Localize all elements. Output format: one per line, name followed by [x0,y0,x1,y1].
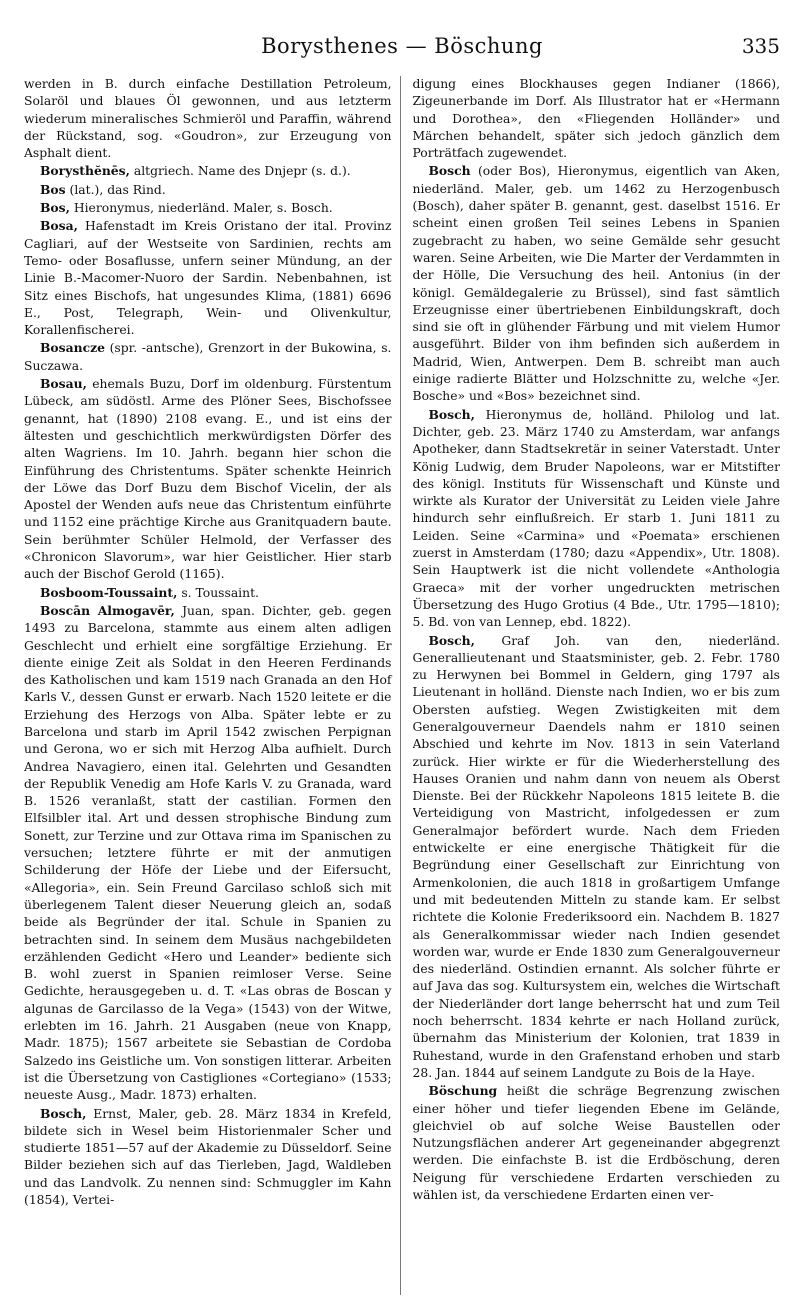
dictionary-entry [24,375,392,584]
dictionary-entry [24,199,392,217]
entry-text: Hieronymus, niederländ. Maler, s. Bosch. [69,201,333,216]
entry-text: heißt die schräge Begrenzung zwischen einer höher und tiefer liegenden Ebene im Gelände, gleichviel ob auf solche Weise Baustellen oder Nutzungsflächen anderer Art gegeneinander abgegrenzt werden. Die einfachste B. ist die Erdböschung, deren Neigung für verschiedene Erdarten verschieden zu wählen ist, da verschiedene Erdarten einen ver- [412,1084,780,1202]
dictionary-entry [413,162,781,405]
entry-text: Hieronymus de, holländ. Philolog und lat. Dichter, geb. 23. März 1740 zu Amsterdam, war anfangs Apotheker, dann Stadtsekretär in seiner Vaterstadt. Unter König Ludwig, dem Bruder Napoleons, war er Mitstifter des königl. Instituts für Wissenschaft und Künste und wirkte als Kurator der Universität zu Leiden viele Jahre hindurch sehr einflußreich. Er starb 1. Juni 1811 zu Leiden. Seine «Carmina» und «Poemata» erschienen zuerst in Amsterdam (1780; dazu «Appendix», Utr. 1808). Sein Hauptwerk ist die nicht vollendete «Anthologia Graeca» mit der vorher ungedruckten metrischen Übersetzung des Hugo Grotius (4 Bde., Utr. 1795—1810); 5. Bd. von van Lennep, ebd. 1822). [412,407,780,630]
dictionary-entry [24,162,392,180]
entry-lemma: Bosch, [40,1105,87,1121]
dictionary-entry [24,339,392,375]
dictionary-entry [24,1105,392,1210]
entry-text: (lat.), das Rind. [65,182,166,197]
entry-text: (oder Bos), Hieronymus, eigentlich van Aken, niederländ. Maler, geb. um 1462 zu Herzogenbusch (Bosch), daher später B. genannt, gest. daselbst 1516. Er scheint einen großen Teil seines Lebens in Spanien zugebracht zu haben, wo seine Gemälde sehr gesucht waren. Seine Arbeiten, wie Die Marter der Verdammten in der Hölle, Die Versuchung des heil. Antonius (in der königl. Gemäldegalerie zu Brüssel), sind fast sämtlich Erzeugnisse einer übertriebenen Einbildungskraft, doch sind sie oft in glühender Färbung und mit vielem Humor ausgeführt. Bilder von ihm befinden sich außerdem in Madrid, Wien, Antwerpen. Dem B. schreibt man auch einige radierte Blätter und Holzschnitte zu, welche «Jer. Bosche» und «Bos» bezeichnet sind. [412,164,780,404]
entry-lemma: Bosa, [40,218,78,234]
dictionary-entry [413,632,781,1083]
entry-lemma: Bosau, [40,376,87,392]
entry-lemma: Bosch, [428,406,475,422]
dictionary-entry [413,406,781,632]
page-header [24,34,780,64]
entry-lemma: Bosch [428,163,471,179]
entry-lemma: Bos [40,181,66,197]
dictionary-entry [24,584,392,602]
entry-lemma: Bosboom-Toussaint, [40,584,178,600]
entry-text: werden in B. durch einfache Destillation Petroleum, Solaröl und blaues Öl gewonnen, und aus letzterm wiederum mineralisches Schmieröl und Paraffin, während der Rückstand, sog. «Goudron», zur Erzeugung von Asphalt dient. [24,77,392,161]
entry-lemma: Borysthĕnēs, [40,163,130,179]
entry-text: Graf Joh. van den, niederländ. Generallieutenant und Staatsminister, geb. 2. Febr. 1780 zu Herwynen bei Bommel in Geldern, ging 1797 als Lieutenant in holländ. Dienste nach Indien, wo er bis zum Obersten aufstieg. Wegen Zwistigkeiten mit dem Generalgouverneur Daendels nahm er 1810 seinen Abschied und kehrte im Nov. 1813 in sein Vaterland zurück. Hier wirkte er für die Wiederherstellung des Hauses Oranien und nahm dann von neuem als Oberst Dienste. Bei der Rückkehr Napoleons 1815 leitete B. die Verteidigung von Mastricht, infolgedessen er zum Generalmajor befördert wurde. Nach dem Frieden entwickelte er eine energische Thätigkeit für die Begründung einer Gesellschaft zur Einrichtung von Armenkolonien, die auch 1818 in großartigem Umfange und mit bedeutenden Mitteln zu stande kam. Er selbst richtete die Kolonie Frederiksoord ein. Nachdem B. 1827 als Generalkommissar wieder nach Indien gesendet worden war, wurde er Ende 1830 zum Generalgouverneur des niederländ. Ostindien ernannt. Als solcher führte er auf Java das sog. Kultursystem ein, welches die Wirtschaft der Niederländer dort lange beherrscht hat und zum Teil noch beherrscht. 1834 kehrte er nach Holland zurück, übernahm das Ministerium der Kolonien, trat 1839 in Ruhestand, wurde in den Grafenstand erhoben und starb 28. Jan. 1844 auf seinem Landgute zu Bois de la Haye. [412,633,780,1080]
dictionary-entry [413,1082,781,1204]
entry-text: Hafenstadt im Kreis Oristano der ital. Provinz Cagliari, auf der Westseite von Sardinien, rechts am Temo- oder Bosaflusse, unfern seiner Mündung, an der Linie B.-Macomer-Nuoro der Sardin. Nebenbahnen, ist Sitz eines Bischofs, hat ungesundes Klima, (1881) 6696 E., Post, Telegraph, Wein- und Olivenkultur, Korallenfischerei. [24,219,392,338]
entry-lemma: Bosancze [40,340,105,356]
entry-text: digung eines Blockhauses gegen Indianer (1866), Zigeunerbande im Dorf. Als Illustrator hat er «Hermann und Dorothea», den «Fliegenden Holländer» und Märchen behandelt, später sich jedoch gänzlich dem Porträtfach zugewendet. [412,77,780,161]
dictionary-entry [24,76,392,162]
text-columns [24,76,780,1295]
entry-text: Ernst, Maler, geb. 28. März 1834 in Krefeld, bildete sich in Wesel beim Historienmaler Scher und studierte 1851—57 auf der Akademie zu Düsseldorf. Seine Bilder beziehen sich auf das Tierleben, Jagd, Waldleben und das Landvolk. Zu nennen sind: Schmuggler im Kahn (1854), Vertei- [24,1106,392,1207]
dictionary-entry [24,602,392,1105]
entry-lemma: Bosch, [428,632,475,648]
dictionary-entry [24,181,392,199]
entry-text: ehemals Buzu, Dorf im oldenburg. Fürstentum Lübeck, am südöstl. Arme des Plöner Sees, Bischofssee genannt, hat (1890) 2108 evang. E., und ist eins der ältesten und geschichtlich merkwürdigsten Dörfer des alten Wagriens. Im 10. Jahrh. begann hier schon die Einführung des Christentums. Später schenkte Heinrich der Löwe das Dorf Buzu dem Bischof Vicelin, der als Apostel der Wenden aufs neue das Christentum einführte und 1152 eine prächtige Kirche aus Granitquadern baute. Sein berühmter Schüler Helmold, der Verfasser des «Chronicon Slavorum», war hier Geistlicher. Hier starb auch der Bischof Gerold (1165). [24,377,392,582]
entry-text: Juan, span. Dichter, geb. gegen 1493 zu Barcelona, stammte aus einem alten adligen Geschlecht und erhielt eine sorgfältige Erziehung. Er diente einige Zeit als Soldat in den Heeren Ferdinands des Katholischen und kam 1519 nach Granada an den Hof Karls V., dessen Gunst er erwarb. Nach 1520 leitete er die Erziehung des Herzogs von Alba. Später lebte er zu Barcelona und starb im April 1542 zwischen Perpignan und Gerona, wo er sich mit Herzog Alba aufhielt. Durch Andrea Navagiero, einen ital. Gelehrten und Gesandten der Republik Venedig am Hofe Karls V. zu Granada, ward B. 1526 veranlaßt, statt der castilian. Formen den Elfsilbler ital. Art und dessen strophische Bindung zum Sonett, zur Terzine und zur Ottava rima im Spanischen zu versuchen; letztere führte er mit der anmutigen Schilderung der Höfe der Liebe und der Eifersucht, «Allegoria», ein. Sein Freund Garcilaso schloß sich mit überlegenem Talent dieser Neuerung gleich an, sodaß beide als Begründer der ital. Schule in Spanien zu betrachten sind. In seinem dem Musäus nachgebildeten erzählenden Gedicht «Hero und Leander» bediente sich B. wohl zuerst in Spanien reimloser Verse. Seine Gedichte, herausgegeben u. d. T. «Las obras de Boscan y algunas de Garcilasso de la Vega» (1543) von der Witwe, erlebten im 16. Jahrh. 21 Ausgaben (neue von Knapp, Madr. 1875); 1567 arbeitete sie Sebastian de Cordoba Salzedo ins Geistliche um. Von sonstigen litterar. Arbeiten ist die Übersetzung von Castigliones «Cortegiano» (1533; neueste Ausg., Madr. 1873) erhalten. [24,603,392,1103]
right-column [413,76,781,1295]
dictionary-entry [24,217,392,339]
entry-lemma: Bos, [40,200,70,216]
page-number: 335 [741,34,780,58]
dictionary-entry [413,76,781,162]
entry-lemma: Boscān Almogavēr, [40,602,175,618]
entry-text: altgriech. Name des Dnjepr (s. d.). [129,164,351,179]
entry-text: s. Toussaint. [177,585,259,600]
entry-lemma: Böschung [428,1083,498,1099]
running-title: Borysthenes — Böschung [261,34,543,58]
left-column [24,76,401,1295]
entry-text: (spr. -antsche), Grenzort in der Bukowina, s. Suczawa. [24,341,392,373]
